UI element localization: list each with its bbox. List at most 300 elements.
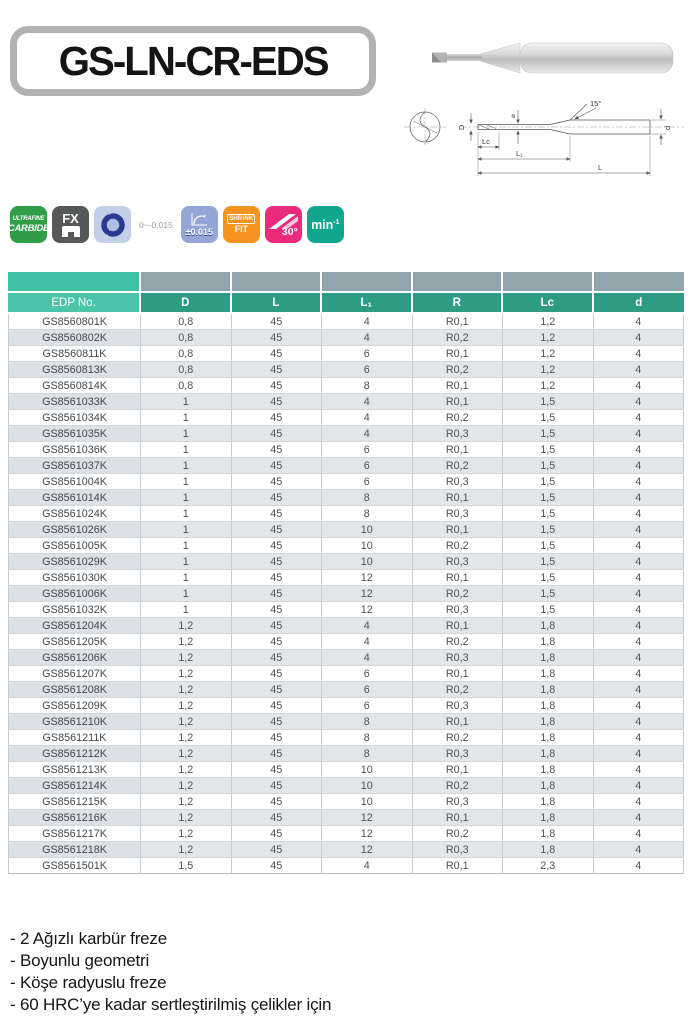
value-cell: 45 xyxy=(232,458,323,474)
value-cell: 1,2 xyxy=(141,842,232,858)
value-cell: 1 xyxy=(141,394,232,410)
value-cell: 1,2 xyxy=(503,378,594,394)
value-cell: 1,2 xyxy=(141,650,232,666)
value-cell: 10 xyxy=(322,762,413,778)
feature-badges-row xyxy=(7,206,349,243)
table-row xyxy=(8,746,684,762)
value-cell: 8 xyxy=(322,730,413,746)
value-cell: 4 xyxy=(594,458,685,474)
band-cell xyxy=(8,272,141,293)
value-cell: 4 xyxy=(594,554,685,570)
table-row xyxy=(8,538,684,554)
value-cell: R0,1 xyxy=(413,442,504,458)
value-cell: 45 xyxy=(232,522,323,538)
value-cell: 4 xyxy=(594,394,685,410)
accuracy-label: ±0.015 xyxy=(185,227,214,237)
band-cell xyxy=(141,272,232,293)
value-cell: 45 xyxy=(232,650,323,666)
value-cell: 12 xyxy=(322,586,413,602)
value-cell: 1,2 xyxy=(141,730,232,746)
band-cell xyxy=(594,272,685,293)
value-cell: 1,8 xyxy=(503,618,594,634)
value-cell: R0,2 xyxy=(413,330,504,346)
value-cell: 4 xyxy=(594,778,685,794)
value-cell: 1 xyxy=(141,410,232,426)
value-cell: 45 xyxy=(232,858,323,874)
value-cell: 10 xyxy=(322,794,413,810)
value-cell: R0,1 xyxy=(413,810,504,826)
value-cell: 1 xyxy=(141,458,232,474)
value-cell: 1,5 xyxy=(503,490,594,506)
table-row xyxy=(8,794,684,810)
value-cell: 8 xyxy=(322,506,413,522)
coating-badge xyxy=(94,206,131,243)
value-cell: 1,5 xyxy=(503,442,594,458)
spec-table xyxy=(8,272,684,874)
value-cell: 1,8 xyxy=(503,650,594,666)
edp-no-cell: GS8561208K xyxy=(8,682,141,698)
value-cell: R0,1 xyxy=(413,522,504,538)
value-cell: R0,1 xyxy=(413,394,504,410)
end-mill-photo xyxy=(408,22,686,94)
table-row xyxy=(8,570,684,586)
value-cell: R0,1 xyxy=(413,314,504,330)
value-cell: 1,2 xyxy=(141,794,232,810)
column-header-d: D xyxy=(141,293,232,314)
diameter-tolerance-note: 0~-0.015 xyxy=(139,219,173,230)
value-cell: R0,2 xyxy=(413,410,504,426)
fx-geometry-badge xyxy=(52,206,89,243)
edp-no-cell: GS8561026K xyxy=(8,522,141,538)
table-row xyxy=(8,346,684,362)
edp-no-cell: GS8561214K xyxy=(8,778,141,794)
value-cell: 8 xyxy=(322,378,413,394)
value-cell: 4 xyxy=(322,618,413,634)
value-cell: 1,5 xyxy=(503,506,594,522)
value-cell: 45 xyxy=(232,666,323,682)
value-cell: 1,8 xyxy=(503,698,594,714)
value-cell: 1,2 xyxy=(141,682,232,698)
value-cell: 45 xyxy=(232,330,323,346)
edp-no-cell: GS8561030K xyxy=(8,570,141,586)
value-cell: 4 xyxy=(594,426,685,442)
value-cell: 45 xyxy=(232,346,323,362)
value-cell: 1,5 xyxy=(503,458,594,474)
edp-no-cell: GS8561032K xyxy=(8,602,141,618)
value-cell: R0,1 xyxy=(413,570,504,586)
value-cell: 1 xyxy=(141,538,232,554)
value-cell: 1 xyxy=(141,586,232,602)
value-cell: 12 xyxy=(322,602,413,618)
dim-label-angle: 15° xyxy=(590,99,602,108)
value-cell: 1,8 xyxy=(503,778,594,794)
value-cell: 45 xyxy=(232,634,323,650)
high-speed-badge xyxy=(307,206,344,243)
table-row xyxy=(8,314,684,330)
edp-no-cell: GS8561006K xyxy=(8,586,141,602)
value-cell: 1,2 xyxy=(503,314,594,330)
feature-notes xyxy=(10,928,331,1016)
edp-no-cell: GS8560814K xyxy=(8,378,141,394)
value-cell: 1,5 xyxy=(503,538,594,554)
value-cell: 4 xyxy=(322,858,413,874)
band-cell xyxy=(232,272,323,293)
value-cell: 6 xyxy=(322,362,413,378)
table-row xyxy=(8,842,684,858)
value-cell: 1,2 xyxy=(141,778,232,794)
value-cell: 0,8 xyxy=(141,346,232,362)
table-row xyxy=(8,330,684,346)
value-cell: 4 xyxy=(594,442,685,458)
column-header-l₁: L₁ xyxy=(322,293,413,314)
product-series-title-box xyxy=(10,26,376,96)
value-cell: 1,2 xyxy=(141,618,232,634)
value-cell: 45 xyxy=(232,410,323,426)
column-header-d: d xyxy=(594,293,685,314)
value-cell: 4 xyxy=(322,410,413,426)
coating-ring-icon xyxy=(99,211,127,239)
table-row xyxy=(8,682,684,698)
edp-no-cell: GS8561034K xyxy=(8,410,141,426)
table-row xyxy=(8,730,684,746)
value-cell: 45 xyxy=(232,714,323,730)
value-cell: R0,3 xyxy=(413,426,504,442)
value-cell: 0,8 xyxy=(141,362,232,378)
dim-label-l1: L₁ xyxy=(516,149,523,158)
table-top-band xyxy=(8,272,684,293)
corner-radius-icon xyxy=(190,212,208,227)
value-cell: 4 xyxy=(594,490,685,506)
value-cell: 4 xyxy=(594,634,685,650)
carbide-label: CARBIDE xyxy=(7,223,50,234)
dim-label-lc: Lc xyxy=(482,137,490,146)
value-cell: 4 xyxy=(594,746,685,762)
value-cell: R0,2 xyxy=(413,634,504,650)
edp-no-cell: GS8561204K xyxy=(8,618,141,634)
value-cell: 1 xyxy=(141,522,232,538)
helix-angle-label: 30° xyxy=(281,226,298,238)
dim-label-shank-dia: d xyxy=(663,125,672,130)
table-row xyxy=(8,362,684,378)
edp-no-cell: GS8561024K xyxy=(8,506,141,522)
value-cell: 45 xyxy=(232,314,323,330)
edp-no-cell: GS8561033K xyxy=(8,394,141,410)
value-cell: 1,8 xyxy=(503,666,594,682)
value-cell: 1,5 xyxy=(503,554,594,570)
value-cell: 1,5 xyxy=(503,570,594,586)
value-cell: 4 xyxy=(594,714,685,730)
edp-no-cell: GS8561212K xyxy=(8,746,141,762)
table-row xyxy=(8,378,684,394)
value-cell: 45 xyxy=(232,618,323,634)
value-cell: 45 xyxy=(232,490,323,506)
value-cell: 1,8 xyxy=(503,842,594,858)
value-cell: 4 xyxy=(594,410,685,426)
table-row xyxy=(8,858,684,874)
value-cell: 4 xyxy=(594,730,685,746)
table-row xyxy=(8,650,684,666)
value-cell: 4 xyxy=(594,666,685,682)
value-cell: 10 xyxy=(322,522,413,538)
table-row xyxy=(8,442,684,458)
value-cell: 45 xyxy=(232,426,323,442)
value-cell: 1,8 xyxy=(503,826,594,842)
table-row xyxy=(8,426,684,442)
edp-no-cell: GS8561501K xyxy=(8,858,141,874)
value-cell: 1,2 xyxy=(141,746,232,762)
feature-note-line: - 60 HRC’ye kadar sertleştirilmiş çelikler için xyxy=(10,995,332,1014)
table-row xyxy=(8,554,684,570)
value-cell: 8 xyxy=(322,746,413,762)
spec-table-body xyxy=(8,314,684,874)
value-cell: R0,1 xyxy=(413,762,504,778)
value-cell: 1,5 xyxy=(141,858,232,874)
table-row xyxy=(8,762,684,778)
value-cell: 8 xyxy=(322,714,413,730)
page-title: GS-LN-CR-EDS xyxy=(58,37,328,84)
value-cell: 1,2 xyxy=(141,762,232,778)
value-cell: 1 xyxy=(141,570,232,586)
value-cell: 45 xyxy=(232,810,323,826)
value-cell: 1,2 xyxy=(141,666,232,682)
edp-no-cell: GS8561036K xyxy=(8,442,141,458)
edp-no-cell: GS8561210K xyxy=(8,714,141,730)
table-row xyxy=(8,634,684,650)
value-cell: R0,1 xyxy=(413,346,504,362)
value-cell: 1,8 xyxy=(503,794,594,810)
column-header-lc: Lc xyxy=(503,293,594,314)
value-cell: 4 xyxy=(594,538,685,554)
value-cell: R0,2 xyxy=(413,538,504,554)
value-cell: 45 xyxy=(232,474,323,490)
edp-no-cell: GS8560801K xyxy=(8,314,141,330)
fx-tool-profile-icon xyxy=(61,225,81,237)
value-cell: 6 xyxy=(322,698,413,714)
value-cell: 45 xyxy=(232,762,323,778)
table-row xyxy=(8,474,684,490)
value-cell: 6 xyxy=(322,346,413,362)
edp-no-cell: GS8561029K xyxy=(8,554,141,570)
band-cell xyxy=(503,272,594,293)
value-cell: 10 xyxy=(322,538,413,554)
value-cell: 4 xyxy=(322,394,413,410)
value-cell: 1,5 xyxy=(503,426,594,442)
band-cell xyxy=(322,272,413,293)
feature-note-line: - 2 Ağızlı karbür freze xyxy=(10,929,167,948)
value-cell: 4 xyxy=(322,650,413,666)
value-cell: R0,3 xyxy=(413,554,504,570)
fit-label: FIT xyxy=(234,224,248,235)
min-exponent: -1 xyxy=(333,219,340,227)
value-cell: 4 xyxy=(322,634,413,650)
value-cell: 6 xyxy=(322,458,413,474)
shrink-fit-badge xyxy=(223,206,260,243)
value-cell: 1 xyxy=(141,442,232,458)
value-cell: 1,8 xyxy=(503,714,594,730)
helix-30-badge xyxy=(265,206,302,243)
value-cell: 1,5 xyxy=(503,522,594,538)
value-cell: R0,3 xyxy=(413,794,504,810)
value-cell: R0,3 xyxy=(413,650,504,666)
value-cell: R0,1 xyxy=(413,858,504,874)
value-cell: 1,5 xyxy=(503,394,594,410)
value-cell: R0,2 xyxy=(413,778,504,794)
edp-no-cell: GS8561207K xyxy=(8,666,141,682)
value-cell: 45 xyxy=(232,698,323,714)
value-cell: 4 xyxy=(594,618,685,634)
value-cell: R0,1 xyxy=(413,666,504,682)
value-cell: 4 xyxy=(594,346,685,362)
value-cell: 1,2 xyxy=(141,698,232,714)
value-cell: 1 xyxy=(141,474,232,490)
table-row xyxy=(8,698,684,714)
value-cell: 12 xyxy=(322,826,413,842)
value-cell: 4 xyxy=(594,506,685,522)
table-row xyxy=(8,666,684,682)
value-cell: 1,2 xyxy=(141,810,232,826)
table-row xyxy=(8,586,684,602)
value-cell: 4 xyxy=(594,842,685,858)
table-row xyxy=(8,522,684,538)
table-row xyxy=(8,490,684,506)
table-row xyxy=(8,810,684,826)
value-cell: 6 xyxy=(322,474,413,490)
edp-no-cell: GS8561035K xyxy=(8,426,141,442)
value-cell: 1,8 xyxy=(503,730,594,746)
value-cell: 4 xyxy=(594,378,685,394)
ultrafine-label: ULTRAFINE xyxy=(12,216,45,222)
value-cell: 45 xyxy=(232,538,323,554)
edp-no-cell: GS8561215K xyxy=(8,794,141,810)
value-cell: 1 xyxy=(141,426,232,442)
value-cell: 1,5 xyxy=(503,586,594,602)
value-cell: 4 xyxy=(594,650,685,666)
dimension-drawing xyxy=(398,94,690,186)
value-cell: 1,8 xyxy=(503,682,594,698)
value-cell: 4 xyxy=(594,330,685,346)
value-cell: 4 xyxy=(594,826,685,842)
value-cell: R0,1 xyxy=(413,378,504,394)
edp-no-cell: GS8561005K xyxy=(8,538,141,554)
value-cell: 45 xyxy=(232,794,323,810)
value-cell: R0,3 xyxy=(413,842,504,858)
value-cell: R0,1 xyxy=(413,618,504,634)
value-cell: 1 xyxy=(141,554,232,570)
shrink-label: SHRINK xyxy=(229,216,254,222)
value-cell: 6 xyxy=(322,682,413,698)
value-cell: 45 xyxy=(232,394,323,410)
value-cell: 12 xyxy=(322,570,413,586)
value-cell: 1,5 xyxy=(503,602,594,618)
ultrafine-carbide-badge xyxy=(7,206,50,243)
value-cell: 1,2 xyxy=(503,346,594,362)
edp-no-cell: GS8560811K xyxy=(8,346,141,362)
value-cell: 45 xyxy=(232,506,323,522)
value-cell: R0,2 xyxy=(413,458,504,474)
value-cell: 45 xyxy=(232,842,323,858)
value-cell: R0,3 xyxy=(413,474,504,490)
value-cell: 4 xyxy=(594,682,685,698)
value-cell: 4 xyxy=(594,602,685,618)
edp-no-cell: GS8561004K xyxy=(8,474,141,490)
value-cell: 45 xyxy=(232,362,323,378)
value-cell: 45 xyxy=(232,602,323,618)
edp-no-cell: GS8561209K xyxy=(8,698,141,714)
value-cell: R0,3 xyxy=(413,506,504,522)
edp-no-cell: GS8561205K xyxy=(8,634,141,650)
value-cell: 6 xyxy=(322,442,413,458)
value-cell: 1,5 xyxy=(503,474,594,490)
value-cell: R0,1 xyxy=(413,714,504,730)
value-cell: 4 xyxy=(594,570,685,586)
value-cell: R0,2 xyxy=(413,362,504,378)
value-cell: R0,2 xyxy=(413,826,504,842)
edp-no-cell: GS8561216K xyxy=(8,810,141,826)
value-cell: R0,2 xyxy=(413,682,504,698)
value-cell: 45 xyxy=(232,570,323,586)
value-cell: 45 xyxy=(232,730,323,746)
value-cell: 1,8 xyxy=(503,810,594,826)
value-cell: 4 xyxy=(594,314,685,330)
value-cell: 4 xyxy=(322,426,413,442)
value-cell: 1,2 xyxy=(141,714,232,730)
table-header-row xyxy=(8,293,684,314)
value-cell: 1,8 xyxy=(503,634,594,650)
table-row xyxy=(8,826,684,842)
edp-no-cell: GS8561211K xyxy=(8,730,141,746)
value-cell: 45 xyxy=(232,746,323,762)
column-header-r: R xyxy=(413,293,504,314)
value-cell: 1,2 xyxy=(503,362,594,378)
value-cell: 10 xyxy=(322,554,413,570)
dim-label-tip-dia: D xyxy=(457,124,466,130)
value-cell: 4 xyxy=(594,586,685,602)
value-cell: R0,3 xyxy=(413,602,504,618)
value-cell: 45 xyxy=(232,826,323,842)
value-cell: 4 xyxy=(594,362,685,378)
value-cell: 12 xyxy=(322,810,413,826)
table-row xyxy=(8,714,684,730)
edp-no-cell: GS8561217K xyxy=(8,826,141,842)
table-row xyxy=(8,506,684,522)
value-cell: 1,8 xyxy=(503,762,594,778)
value-cell: 1 xyxy=(141,490,232,506)
value-cell: 1 xyxy=(141,506,232,522)
value-cell: 4 xyxy=(322,330,413,346)
feature-note-line: - Boyunlu geometri xyxy=(10,951,150,970)
table-row xyxy=(8,602,684,618)
value-cell: 4 xyxy=(594,474,685,490)
value-cell: 4 xyxy=(594,810,685,826)
table-row xyxy=(8,394,684,410)
value-cell: 1 xyxy=(141,602,232,618)
value-cell: 45 xyxy=(232,378,323,394)
value-cell: 8 xyxy=(322,490,413,506)
edp-no-cell: GS8561037K xyxy=(8,458,141,474)
value-cell: 0,8 xyxy=(141,314,232,330)
value-cell: 0,8 xyxy=(141,378,232,394)
value-cell: R0,1 xyxy=(413,490,504,506)
value-cell: 6 xyxy=(322,666,413,682)
feature-note-line: - Köşe radyuslu freze xyxy=(10,973,167,992)
value-cell: 45 xyxy=(232,778,323,794)
value-cell: 1,2 xyxy=(141,826,232,842)
value-cell: 0,8 xyxy=(141,330,232,346)
table-row xyxy=(8,410,684,426)
dim-label-l: L xyxy=(598,163,603,172)
edp-no-cell: GS8560802K xyxy=(8,330,141,346)
spec-table-head xyxy=(8,272,684,314)
